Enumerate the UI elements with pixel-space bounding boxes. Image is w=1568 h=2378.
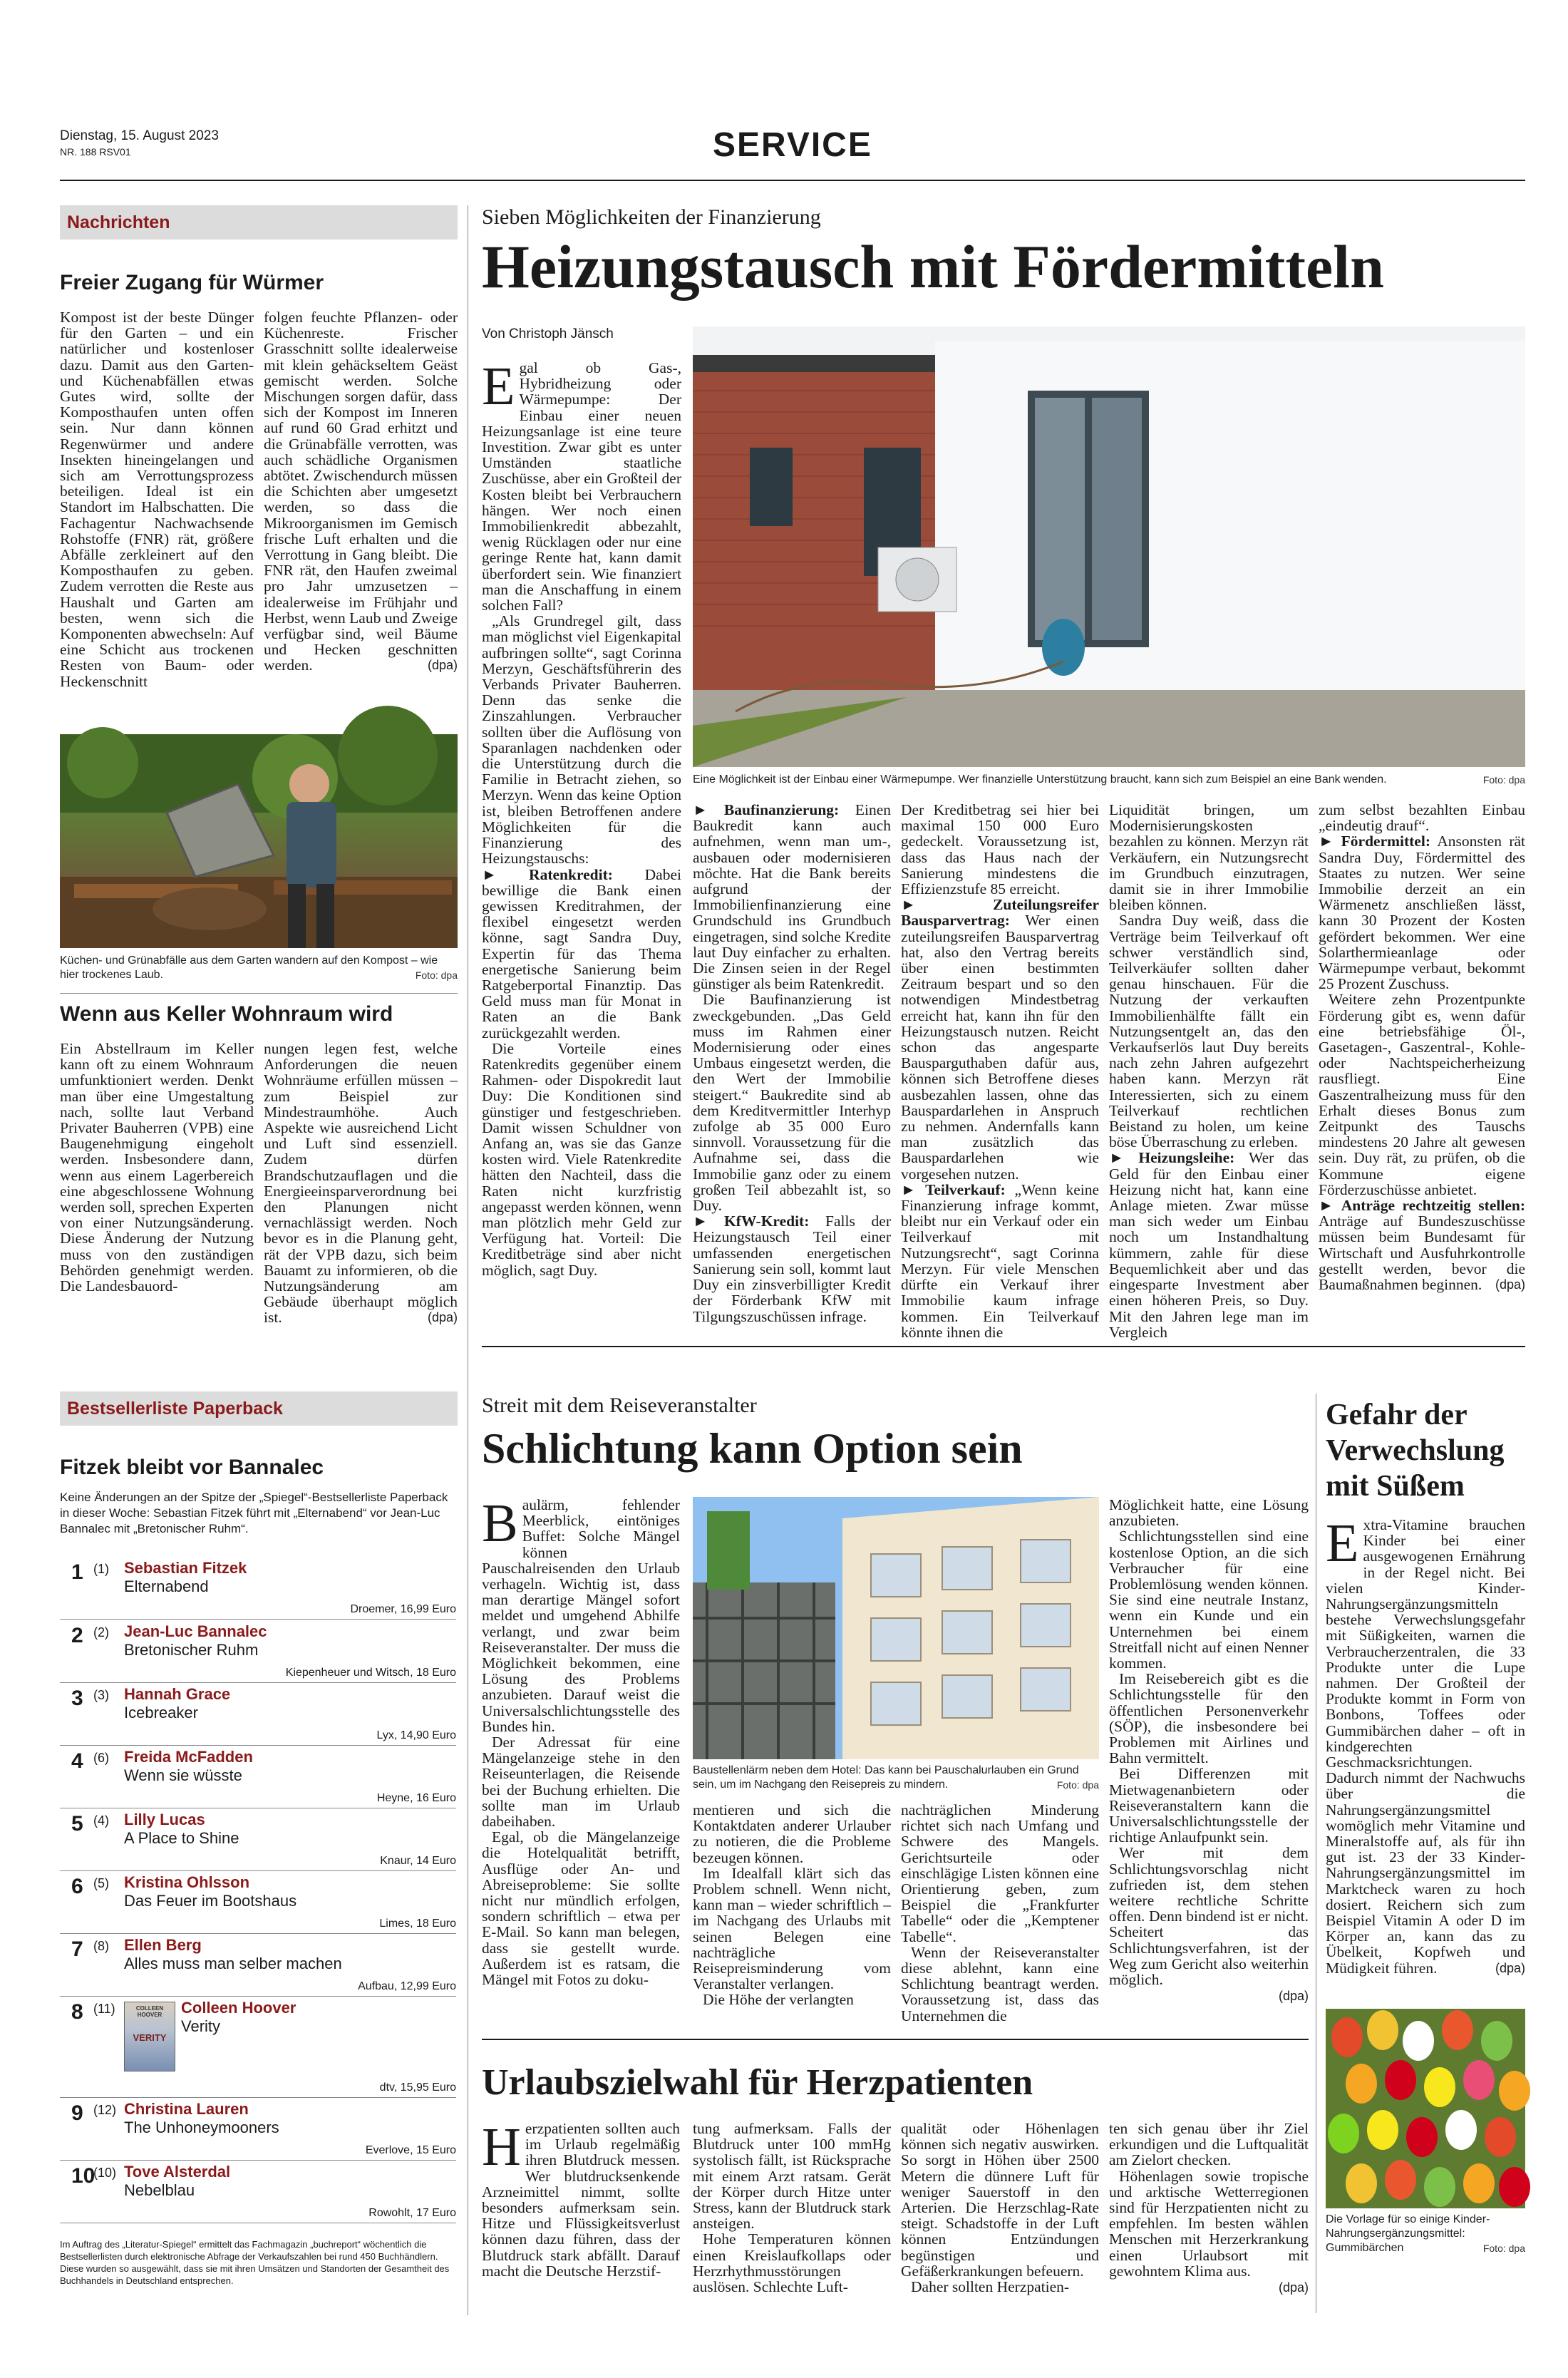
- travel-col3: [901, 1802, 1099, 2030]
- heart-col1-p1: erzpatienten sollten auch im Urlaub regelmäßig ihren Blutdruck messen. Wer blutdrucksenkende Arzneimittel nimmt, sollte besonders aufmerksam sein. Hitze und Flüssigkeitsverlust können dazu führen, dass der Blutdruck stark abfällt. Darauf macht die Deutsche Herzstif-: [482, 2120, 680, 2280]
- sweets-dropcap: E: [1326, 1513, 1359, 1573]
- bestseller-intro: Keine Änderungen an der Spitze der „Spiegel“-Bestsellerliste Paperback in dieser Woche: Sebastian Fitzek führt mit „Elternabend“ vor Jean-Luc Bannalec mit „Bretonischer Ruhm“.: [60, 1491, 448, 1535]
- news-basement-col2: [264, 1041, 458, 1354]
- bestseller-publisher: Limes, 18 Euro: [379, 1918, 456, 1930]
- heart-col2-p2: Hohe Temperaturen können einen Kreislaufkollaps oder Herzrhythmusstörungen auslösen. Schlechte Luft-: [693, 2230, 891, 2296]
- lead-source: (dpa): [1495, 1277, 1525, 1292]
- lead-dropcap: E: [482, 356, 515, 416]
- compost-caption: [60, 954, 458, 982]
- edition-number: NR. 188 RSV01: [60, 146, 131, 158]
- heart-source: (dpa): [1278, 2280, 1309, 2295]
- hotel-illustration: [693, 1497, 1099, 1759]
- travel-col2-p3: Die Höhe der verlangten: [703, 1991, 854, 2009]
- bestseller-box-label: Bestsellerliste Paperback: [60, 1391, 458, 1426]
- bestseller-publisher: Droemer, 16,99 Euro: [350, 1603, 456, 1615]
- news-box: [60, 205, 458, 1360]
- lead-col1-bullet: ► Ratenkredit: Dabei bewillige die Bank einen gewissen Kreditrahmen, der flexibel eingesetzt werden könne, sagt Sandra Duy, Expertin für das Thema energetische Sanierung beim Ratgeberportal Finanztip. Das Geld muss man für Monat in Raten an die Bank zurückgezahlt werden.: [482, 865, 681, 1041]
- bestseller-prev-rank: (4): [93, 1813, 109, 1828]
- heart-dropcap: H: [482, 2117, 521, 2177]
- travel-col1-p2: Der Adressat für eine Mängelanzeige stehe in den Reiseunterlagen, die Reisende bei der Buchung erhielten. Die sollte man im Urlaub dabeihaben.: [482, 1734, 680, 1831]
- heart-col2: [693, 2121, 891, 2313]
- lead-bullet-text: Anträge auf Bundeszuschüsse müssen beim Bundesamt für Wirtschaft und Ausfuhrkontrolle gestellt werden, bevor die Baumaßnahmen beginnen.: [1319, 1213, 1525, 1294]
- compost-photo-credit: Foto: dpa: [415, 969, 458, 981]
- travel-bottom-rule: [482, 2039, 1309, 2040]
- news-basement-col1: Ein Abstellraum im Keller kann oft zu einem Wohnraum umfunktioniert werden. Denkt man über eine Umgestaltung nach, sollte laut Verband Privater Bauherren (VPB) eine Baugenehmigung eingeholt werden. Insbesondere dann, wenn aus einem Lagerbereich eine abgeschlossene Wohnung werden soll, sprechen Experten von einer Nutzungsänderung. Diese Änderung der Nutzung muss von den zuständigen Behörden genehmigt werden. Die Landesbauord-: [60, 1040, 254, 1295]
- bestseller-publisher: Kiepenheuer und Witsch, 18 Euro: [285, 1667, 456, 1679]
- heart-col3: [901, 2121, 1099, 2313]
- lead-bullet-label: Ratenkredit:: [529, 865, 613, 883]
- book-cover-verity: [124, 2002, 175, 2071]
- lead-bullet-text: Dabei bewillige die Bank einen gewissen Kreditrahmen, der flexibel eingesetzt werden könne, sagt Sandra Duy, Expertin für das Thema energetische Sanierung beim Ratgeberportal Finanztip. Das Geld muss man für Monat in Raten an die Bank zurückgezahlt werden.: [482, 865, 681, 1041]
- bestseller-author: Freida McFadden: [124, 1748, 253, 1766]
- gummy-bears-illustration: [1326, 2009, 1525, 2208]
- book-cover-author: COLLEEN HOOVER: [135, 2005, 164, 2018]
- lead-bullet-label: Teilverkauf:: [925, 1180, 1006, 1198]
- bestseller-item: [60, 1558, 456, 1620]
- travel-col2-p1: mentieren und sich die Kontaktdaten anderer Urlauber zu notieren, die die Probleme bezeugen können.: [693, 1801, 891, 1866]
- heart-col4: [1109, 2121, 1309, 2313]
- lead-bullet-label: Anträge rechtzeitig stellen:: [1341, 1197, 1525, 1215]
- sweets-text: xtra-Vitamine brauchen Kinder bei einer ausgewogenen Ernährung in der Regel nicht. Bei vielen Kinder-Nahrungsergänzungsmitteln bestehe Verwechslungsgefahr mit Süßigkeiten, warnen die Verbraucherzentralen, die 33 Produkte unter die Lupe nahmen. Der Großteil der Produkte kommt in Form von Bonbons, Toffees oder Gummibärchen daher – oft in kindgerechten Geschmacksrichtungen. Dadurch nimmt der Nachwuchs über die Nahrungsergänzungsmittel womöglich mehr Vitamine und Mineralstoffe auf, als für ihn gut ist. 23 der 33 Kinder-Nahrungsergänzungsmittel im Marktcheck waren zu hoch dosiert. Reichern sich zum Beispiel Vitamin A oder D im Körper an, kann das zu Übelkeit, Kopfweh und Müdigkeit führen.: [1326, 1516, 1525, 1977]
- travel-kicker: Streit mit dem Reiseveranstalter: [482, 1394, 757, 1417]
- gummy-photo-credit: Foto: dpa: [1482, 2243, 1525, 2254]
- travel-col2-p2: Im Idealfall klärt sich das Problem schnell. Wenn nicht, kann man – wieder schriftlich – im Nachgang des Urlaubs mit seinen Belegen eine nachträgliche Reisepreisminderung vom Veranstalter verlangen.: [693, 1864, 891, 1993]
- bestseller-rank: 6: [71, 1875, 83, 1898]
- bestseller-prev-rank: (6): [93, 1751, 109, 1765]
- lead-col1-p2: „Als Grundregel gilt, dass man möglichst viel Eigenkapital aufbringen sollte“, sagt Corinna Merzyn, Geschäftsführerin des Verbands Privater Bauherren. Denn das senke die Zinszahlungen. Verbraucher sollten über die Auflösung von Sparanlagen nachdenken oder die Unterstützung durch die Familie in Betracht ziehen, so Merzyn. Wenn das keine Option ist, bleiben Betroffenen andere Möglichkeiten für die Finanzierung des Heizungstauschs:: [482, 612, 681, 868]
- travel-col4-p5: Wer mit dem Schlichtungsvorschlag nicht zufrieden ist, dem stehen weitere rechtliche Schritte offen. Denn bindend ist er nicht. Scheitert das Schlichtungsverfahren, ist der Weg zum Gericht also weiterhin möglich.: [1109, 1844, 1309, 1989]
- bestseller-title: The Unhoneymooners: [124, 2119, 279, 2136]
- lead-col5-p2: Weitere zehn Prozentpunkte Förderung gibt es, wenn dafür eine betriebsfähige Öl-, Gasetagen-, Gaszentral-, Kohle- oder Nachtspeicherheizung rausfliegt. Eine Gaszentralheizung muss für den Erhalt dieses Bonus zum Zeitpunkt des Tauschs mindestens 20 Jahre alt gewesen sein. Duy rät, zu prüfen, ob die Kommune eigene Förderzuschüsse anbietet.: [1319, 991, 1525, 1198]
- lead-col5-bullet1: ► Fördermittel: Ansonsten rät Sandra Duy, Fördermittel des Staates zu nutzen. Wer seine Immobilie derzeit an ein Wärmenetz anschließen lässt, kann 30 Prozent der Kosten gefördert bekommen. Wer eine Solarthermieanlage oder Wärmepumpe verbaut, bekommt 25 Prozent Zuschuss.: [1319, 833, 1525, 993]
- bestseller-publisher: Everlove, 15 Euro: [365, 2144, 456, 2156]
- lead-col2-bullet2: ► KfW-Kredit: Falls der Heizungstausch Teil einer umfassenden energetischen Sanierung sein soll, kommt laut Duy ein zinsverbilligter Kredit der Förderbank KfW mit Tilgungszuschüssen infrage.: [693, 1213, 891, 1325]
- bestseller-title: Wenn sie wüsste: [124, 1766, 242, 1784]
- bestseller-publisher: Heyne, 16 Euro: [376, 1792, 456, 1804]
- heatpump-illustration: [693, 326, 1525, 767]
- lead-col1-p1: gal ob Gas-, Hybridheizung oder Wärmepumpe: Der Einbau einer neuen Heizungsanlage ist eine teure Investition. Zwar gibt es unter Umständen staatliche Zuschüsse, aber ein Großteil der Kosten bleibt bei Verbrauchern hängen. Wer noch einen Immobilienkredit abbezahlt, wenig Rücklagen oder nur eine geringe Rente hat, kann damit überfordert sein. Wie finanziert man die Anschaffung in einem solchen Fall?: [482, 359, 681, 614]
- bestseller-prev-rank: (10): [93, 2166, 117, 2180]
- news-worms-col2: [264, 309, 458, 723]
- lead-col3-bullet1: ► Zuteilungsreifer Bausparvertrag: Wer einen zuteilungsreifen Bausparvertrag hat, also den Vertrag bereits über einen bestimmten Zeitraum bespart und so den notwendigen Mindestbetrag erreicht hat, kann ihn für den Heizungstausch nutzen. Reicht schon das angesparte Bausparguthaben dafür aus, können sich Betroffene dieses ausbezahlen lassen, ohne das Bauspardarlehen in Anspruch zu nehmen. Andernfalls kann man zusätzlich das Bauspardarlehen wie vorgesehen nutzen.: [901, 896, 1099, 1183]
- bestseller-author: Sebastian Fitzek: [124, 1559, 247, 1577]
- bestseller-title: Elternabend: [124, 1577, 209, 1595]
- bestseller-item: [60, 1746, 456, 1808]
- hotel-photo: [693, 1497, 1099, 1759]
- bestseller-prev-rank: (11): [93, 2002, 115, 2016]
- compost-caption-text: Küchen- und Grünabfälle aus dem Garten wandern auf den Kompost – wie hier trockenes Laub.: [60, 954, 438, 981]
- lead-col5: [1319, 802, 1525, 1329]
- lead-col5-p1: zum selbst bezahlten Einbau „eindeutig drauf“.: [1319, 801, 1525, 835]
- lead-col2: [693, 802, 891, 1329]
- bestseller-publisher: Lyx, 14,90 Euro: [376, 1729, 456, 1741]
- bestseller-author: Kristina Ohlsson: [124, 1873, 250, 1891]
- news-headline-basement: Wenn aus Keller Wohnraum wird: [60, 1002, 393, 1026]
- compost-photo: [60, 734, 458, 948]
- travel-col4-p3: Im Reisebereich gibt es die Schlichtungsstelle für den öffentlichen Personenverkehr (SÖP), die insbesondere bei Problemen mit Airlines und Bahn vermittelt.: [1109, 1670, 1309, 1767]
- bestseller-item: [60, 2099, 456, 2161]
- bestseller-rank: 4: [71, 1749, 83, 1773]
- news-worms-col2-text: folgen feuchte Pflanzen- oder Küchenreste. Frischer Grasschnitt sollte idealerweise mit klein gehäckseltem Geäst gemischt werden. Solche Mischungen sorgen dafür, dass sich der Kompost im Inneren auf rund 60 Grad erhitzt und die Grünabfälle verrotten, was auch schädliche Organismen abtötet. Zwischendurch müssen die Schichten aber umgesetzt werden, so dass die Mikroorganismen im Gemisch frische Luft erhalten und die Verrottung in Gang bleibt. Die FNR rät, den Haufen zweimal pro Jahr umzusetzen – idealerweise im Frühjahr und Herbst, wenn Laub und Zweige verfügbar sind, weil Bäume und Hecken geschnitten werden.: [264, 309, 458, 674]
- travel-source-line: [1109, 1987, 1309, 2004]
- lead-col4-p2: Sandra Duy weiß, dass die Verträge beim Teilverkauf oft schwer verständlich sind, Teilverkäufer sollten daher genau hinschauen. Für die Nutzung der verkauften Immobilienhälfte fällt ein Nutzungsentgelt an, das den Verkaufserlös laut Duy bereits nach zehn Jahren aufgezehrt haben kann. Merzyn rät Interessierten, sich zu einem Teilverkauf rechtlichen Beistand zu holen, um keine böse Überraschung zu erleben.: [1109, 912, 1309, 1151]
- bestseller-prev-rank: (8): [93, 1939, 109, 1953]
- bestseller-author: Hannah Grace: [124, 1685, 231, 1703]
- lead-col1: [482, 356, 681, 1329]
- bestseller-rank: 8: [71, 2000, 83, 2024]
- bestseller-item: [60, 1935, 456, 1997]
- heart-col3-p2: Daher sollten Herzpatien-: [911, 2278, 1070, 2296]
- travel-col4: [1109, 1497, 1309, 2028]
- sweets-headline: Gefahr der Verwechslung mit Süßem: [1326, 1399, 1505, 1503]
- travel-col1-p3: Egal, ob die Mängelanzeige die Hotelqualität betrifft, Ausflüge oder An- und Abreiseprobleme: Sie sollte nicht nur mündlich erfolgen, sondern schriftlich – etwa per E-Mail. So kann man belegen, dass sie gestellt wurde. Außerdem ist es ratsam, die Mängel mit Fotos zu doku-: [482, 1828, 680, 1989]
- news-divider: [60, 993, 458, 994]
- lead-byline: Von Christoph Jänsch: [482, 326, 614, 341]
- bestseller-prev-rank: (1): [93, 1562, 109, 1576]
- compost-illustration: [60, 734, 458, 948]
- lead-bullet-text: Wer einen zuteilungsreifen Bausparvertrag hat, also den Vertrag bereits über einen bestimmten Zeitraum bespart und so den notwendigen Mindestbetrag erreicht hat, kann ihn für den Heizungstausch nutzen. Reicht schon das angesparte Bausparguthaben dafür aus, können sich Betroffene dieses ausbezahlen lassen, ohne das Bauspardarlehen in Anspruch zu nehmen. Andernfalls kann man zusätzlich das Bauspardarlehen wie vorgesehen nutzen.: [901, 912, 1099, 1183]
- bestseller-prev-rank: (3): [93, 1688, 109, 1702]
- news-basement-source: (dpa): [427, 1310, 458, 1325]
- hotel-caption: [693, 1764, 1099, 1792]
- issue-date: Dienstag, 15. August 2023: [60, 128, 219, 143]
- heatpump-photo-credit: Foto: dpa: [1482, 774, 1525, 786]
- lead-headline: Heizungstausch mit Fördermitteln: [482, 232, 1384, 301]
- book-cover-title: VERITY: [133, 2032, 167, 2043]
- bestseller-item: [60, 1684, 456, 1746]
- lead-bullet-text: Ansonsten rät Sandra Duy, Fördermittel des Staates zu nutzen. Wer seine Immobilie derzeit an ein Wärmenetz anschließen lässt, kann 30 Prozent der Kosten gefördert bekommen. Wer eine Solarthermieanlage oder Wärmepumpe verbaut, bekommt 25 Prozent Zuschuss.: [1319, 833, 1525, 993]
- bestseller-rank: 10: [71, 2164, 96, 2188]
- bestseller-rank: 7: [71, 1937, 83, 1961]
- hotel-photo-credit: Foto: dpa: [1056, 1779, 1099, 1791]
- lead-col3-p1: Der Kreditbetrag sei hier bei maximal 150 000 Euro gedeckelt. Voraussetzung ist, dass das Haus nach der Sanierung mindestens die Effizienzstufe 85 erreicht.: [901, 801, 1099, 898]
- travel-col1: [482, 1493, 680, 2028]
- travel-col4-p2: Schlichtungsstellen sind eine kostenlose Option, an die sich Verbraucher für eine Problemlösung wenden können. Sie sind eine neutrale Instanz, wenn ein Kunde und ein Unternehmen bei einem Streitfall nicht auf einen Nenner kommen.: [1109, 1528, 1309, 1672]
- lead-bullet-text: Wer das Geld für den Einbau einer Heizung nicht hat, kann eine Anlage mieten. Zwar müsse man sich weder um Einbau noch um Instandhaltung kümmern, zahle für diese Bequemlichkeit aber und das eingesparte Investment aber einen höheren Preis, so Duy. Mit den Jahren lege man im Vergleich: [1109, 1149, 1309, 1341]
- travel-headline: Schlichtung kann Option sein: [482, 1425, 1023, 1472]
- lead-bullet-label: Zuteilungsreifer Bausparvertrag:: [901, 896, 1099, 930]
- bestseller-author: Ellen Berg: [124, 1936, 202, 1954]
- section-title: SERVICE: [713, 126, 872, 164]
- bestseller-rank: 5: [71, 1812, 83, 1836]
- heart-source-line: [1109, 2279, 1309, 2295]
- travel-col3-p1: nachträglichen Minderung richtet sich nach Umfang und Schwere des Mangels. Gerichtsurteile oder einschlägige Listen können eine Orientierung geben, zum Beispiel die „Frankfurter Tabelle“ oder die „Kemptener Tabelle“.: [901, 1801, 1099, 1945]
- bestseller-item: [60, 2161, 456, 2223]
- lead-bullet-label: Fördermittel:: [1341, 833, 1430, 850]
- bestseller-title: Verity: [181, 2017, 221, 2035]
- gummy-photo: [1326, 2009, 1525, 2208]
- sweets-source: (dpa): [1495, 1960, 1525, 1975]
- lead-bullet-label: KfW-Kredit:: [723, 1213, 810, 1230]
- lead-kicker: Sieben Möglichkeiten der Finanzierung: [482, 205, 821, 229]
- bestseller-author: Colleen Hoover: [181, 1999, 296, 2017]
- heart-col3-p1: qualität oder Höhenlagen können sich negativ auswirken. So sorgt in Höhen über 2500 Metern die dünnere Luft für weniger Sauerstoff in den Arterien. Die Herzschlag-Rate steigt. Schadstoffe in der Luft können Entzündungen begünstigen und Gefäßerkrankungen befeuern.: [901, 2120, 1099, 2280]
- lead-bullet-text: „Wenn keine Finanzierung infrage kommt, bleibt nur ein Verkauf oder ein Teilverkauf mit Nutzungsrecht“, sagt Corinna Merzyn. Für viele Menschen dürfte ein Verkauf ihrer Immobilie kaum infrage kommen. Ein Teilverkauf könnte ihnen die: [901, 1180, 1100, 1341]
- bestseller-author: Jean-Luc Bannalec: [124, 1622, 267, 1640]
- heatpump-caption-text: Eine Möglichkeit ist der Einbau einer Wärmepumpe. Wer finanzielle Unterstützung braucht, kann sich zum Beispiel an eine Bank wenden.: [693, 773, 1387, 786]
- lead-col4: [1109, 801, 1309, 1341]
- news-box-label: Nachrichten: [60, 205, 458, 240]
- bestseller-title: Icebreaker: [124, 1704, 198, 1721]
- bestseller-item: [60, 1809, 456, 1871]
- news-worms-source: (dpa): [427, 658, 458, 673]
- lead-col1-p3: Die Vorteile eines Ratenkredits gegenüber einem Rahmen- oder Dispokredit laut Duy: Die Konditionen sind günstiger und festgeschrieben. Damit wissen Schuldner von Anfang an, was sie das Ganze kosten wird. Viele Ratenkredite hätten den Nachteil, dass die Raten nicht kurzfristig angepasst werden können, wenn man plötzlich mehr Geld zur Verfügung hat. Vorteil: Die Kreditbeträge sind aber nicht möglich, sagt Duy.: [482, 1039, 681, 1279]
- bestseller-title: A Place to Shine: [124, 1829, 239, 1847]
- bestseller-publisher: Aufbau, 12,99 Euro: [358, 1980, 456, 1992]
- bestseller-rank: 3: [71, 1687, 83, 1710]
- heart-col4-p2: Höhenlagen sowie tropische und arktische Wetterregionen sind für Herzpatienten nicht zu empfehlen. Im besten wählen Menschen mit Herzerkrankung einen Urlaubsort mit gewohntem Klima aus.: [1109, 2167, 1309, 2280]
- travel-col4-p1: Möglichkeit hatte, eine Lösung anzubieten.: [1109, 1496, 1309, 1530]
- lead-col5-bullet2: ► Anträge rechtzeitig stellen: Anträge auf Bundeszuschüsse müssen beim Bundesamt für Wirtschaft und Ausfuhrkontrolle gestellt werden, bevor die Baumaßnahmen beginnen. (dpa): [1319, 1197, 1525, 1294]
- travel-col2: [693, 1802, 891, 2030]
- bestseller-author: Tove Alsterdal: [124, 2163, 231, 2181]
- heatpump-caption: [693, 773, 1525, 787]
- travel-col4-p4: Bei Differenzen mit Mietwagenanbietern oder Reiseveranstaltern kann die Universalschlichtungsstelle der richtige Anlaufpunkt sein.: [1109, 1765, 1309, 1846]
- bestseller-prev-rank: (5): [93, 1876, 109, 1890]
- masthead-rule: [60, 180, 1525, 181]
- hotel-caption-text: Baustellenlärm neben dem Hotel: Das kann bei Pauschalurlauben ein Grund sein, um im Nachgang den Reisepreis zu mindern.: [693, 1764, 1079, 1791]
- travel-col1-p1: aulärm, fehlender Meerblick, eintöniges Buffet: Solche Mängel können Pauschalreisenden den Urlaub verhageln. Wichtig ist, dass man derartige Mängel sofort meldet und umgehend Abhilfe verlangt, und zwar beim Reiseveranstalter. Der muss die Möglichkeit bekommen, eine Lösung des Problems anzubieten. Darauf weist die Universalschlichtungsstelle des Bundes hin.: [482, 1496, 680, 1735]
- news-basement-col2-text: nungen legen fest, welche Anforderungen die neuen Wohnräume erfüllen müssen – zum Beispiel zur Mindestraumhöhe. Auch Aspekte wie ausreichend Licht und Luft sind essenziell. Zudem dürfen Brandschutzauflagen und die Energieeinsparverordnung bei den Planungen nicht vernachlässigt werden. Noch bevor es in die Planung geht, rät der VPB dazu, sich beim Bauamt zu informieren, ob die Nutzungsänderung am Gebäude überhaupt möglich ist.: [264, 1040, 458, 1327]
- lead-bullet-text: Falls der Heizungstausch Teil einer umfassenden energetischen Sanierung sein soll, kommt laut Duy ein zinsverbilligter Kredit der Förderbank KfW mit Tilgungszuschüssen infrage.: [693, 1213, 891, 1325]
- bestseller-publisher: dtv, 15,95 Euro: [379, 2081, 456, 2094]
- travel-dropcap: B: [482, 1493, 518, 1553]
- bestseller-footnote: Im Auftrag des „Literatur-Spiegel“ ermittelt das Fachmagazin „buchreport“ wöchentlich die Bestsellerlisten durch elektronische Abfrage der Verkaufszahlen bei rund 450 Buchhändlern. Diese wurden so ausgewählt, dass sie mit ihren Umsätzen und Standorten der Gesamtheit des Buchhandels in Deutschland entsprechen.: [60, 2239, 450, 2286]
- gummy-caption-text: Die Vorlage für so einige Kinder-Nahrungsergänzungsmittel: Gummibärchen: [1326, 2213, 1490, 2254]
- heart-col1: [482, 2117, 680, 2313]
- lead-bullet-text: Einen Baukredit kann auch aufnehmen, wenn man um-, ausbauen oder modernisieren möchte. Hat die Bank bereits aufgrund der Immobilienfinanzierung eine Grundschuld ins Grundbuch eingetragen, sind solche Kredite laut Duy einfacher zu erhalten. Die Zinsen seien in der Regel günstiger als beim Ratenkredit.: [693, 801, 891, 993]
- bestseller-prev-rank: (2): [93, 1625, 109, 1640]
- travel-source: (dpa): [1278, 1989, 1309, 2004]
- bestseller-title: Alles muss man selber machen: [124, 1955, 342, 1972]
- bestseller-rank: 2: [71, 1624, 83, 1647]
- gummy-caption: [1326, 2213, 1525, 2255]
- lead-col4-p1: Liquidität bringen, um Modernisierungskosten bezahlen zu können. Merzyn rät Verkäufern, ein Nutzungsrecht im Grundbuch einzutragen, damit sie in ihrer Immobilie bleiben können.: [1109, 801, 1309, 914]
- lead-bullet-label: Heizungsleihe:: [1138, 1149, 1235, 1167]
- heart-headline: Urlaubszielwahl für Herzpatienten: [482, 2062, 1033, 2103]
- bestseller-item: [60, 1997, 456, 2098]
- news-worms-col1: Kompost ist der beste Dünger für den Garten – und ein natürlicher und kostenloser dazu. Damit aus den Garten- und Küchenabfällen etwas Gutes wird, sollte der Komposthaufen unten offen sein. Nur dann können Regenwürmer und andere Insekten hineingelangen und sich am Verrottungsprozess beteiligen. Ideal ist ein Standort im Halbschatten. Die Fachagentur Nachwachsende Rohstoffe (FNR) rät, größere Abfälle zerkleinert auf den Komposthaufen zu geben. Zudem verrotten die Reste aus Haushalt und Garten am besten, wenn sich die Komponenten abwechseln: Auf eine Schicht aus trockenen Resten von Baum- oder Heckenschnitt: [60, 309, 254, 690]
- news-headline-worms: Freier Zugang für Würmer: [60, 271, 324, 294]
- bestseller-headline: Fitzek bleibt vor Bannalec: [60, 1456, 324, 1479]
- heart-col4-p1: ten sich genau über ihr Ziel erkundigen und die Luftqualität am Zielort checken.: [1109, 2120, 1309, 2169]
- bestseller-publisher: Knaur, 14 Euro: [380, 1855, 456, 1867]
- lead-col3: [901, 801, 1100, 1341]
- lead-col3-bullet2: ► Teilverkauf: „Wenn keine Finanzierung infrage kommt, bleibt nur ein Verkauf oder ein Teilverkauf mit Nutzungsrecht“, sagt Corinna Merzyn. Für viele Menschen dürfte ein Verkauf ihrer Immobilie kaum infrage kommen. Ein Teilverkauf könnte ihnen die: [901, 1180, 1100, 1341]
- bestseller-rank: 9: [71, 2101, 83, 2125]
- bestseller-publisher: Rowohlt, 17 Euro: [368, 2207, 456, 2219]
- bestseller-title: Bretonischer Ruhm: [124, 1641, 259, 1659]
- travel-col3-p2: Wenn der Reiseveranstalter diese ablehnt, kann eine Schlichtung beantragt werden. Voraussetzung ist, dass das Unternehmen die: [901, 1943, 1099, 2024]
- bestseller-item: [60, 1872, 456, 1934]
- heatpump-photo: [693, 326, 1525, 767]
- lead-col4-bullet1: ► Heizungsleihe: Wer das Geld für den Einbau einer Heizung nicht hat, kann eine Anlage mieten. Zwar müsse man sich weder um Einbau noch um Instandhaltung kümmern, zahle für diese Bequemlichkeit aber und das eingesparte Investment aber einen höheren Preis, so Duy. Mit den Jahren lege man im Vergleich: [1109, 1149, 1309, 1341]
- heart-col2-p1: tung aufmerksam. Falls der Blutdruck unter 100 mmHg systolisch fällt, ist Rücksprache mit einem Arzt ratsam. Gerät der Körper durch Hitze unter Stress, kann der Blutdruck stark ansteigen.: [693, 2120, 891, 2233]
- lead-col2-bullet1: ► Baufinanzierung: Einen Baukredit kann auch aufnehmen, wenn man um-, ausbauen oder modernisieren möchte. Hat die Bank bereits aufgrund der Immobilienfinanzierung eine Grundschuld ins Grundbuch eingetragen, sind solche Kredite laut Duy einfacher zu erhalten. Die Zinsen seien in der Regel günstiger als beim Ratenkredit.: [693, 801, 891, 993]
- bestseller-prev-rank: (12): [93, 2103, 117, 2117]
- lead-col2-p2: Die Baufinanzierung ist zweckgebunden. „Das Geld muss im Rahmen einer Modernisierung oder eines Umbaus eingesetzt werden, die den Wert der Immobilie steigert.“ Baukredite sind ab dem Kreditvermittler Interhyp zufolge ab 35 000 Euro sinnvoll. Voraussetzung für die Aufnahme sei, dass die Immobilie ganz oder zu einem großen Teil abbezahlt ist, so Duy.: [693, 991, 891, 1215]
- bestseller-title: Nebelblau: [124, 2181, 195, 2199]
- sweets-body: [1326, 1513, 1525, 2002]
- bestseller-author: Lilly Lucas: [124, 1811, 205, 1828]
- lead-bottom-rule: [482, 1346, 1525, 1347]
- bestseller-title: Das Feuer im Bootshaus: [124, 1892, 297, 1910]
- bestseller-author: Christina Lauren: [124, 2100, 249, 2118]
- bestseller-item: [60, 1621, 456, 1683]
- bestseller-rank: 1: [71, 1560, 83, 1584]
- lead-bullet-label: Baufinanzierung:: [723, 801, 840, 818]
